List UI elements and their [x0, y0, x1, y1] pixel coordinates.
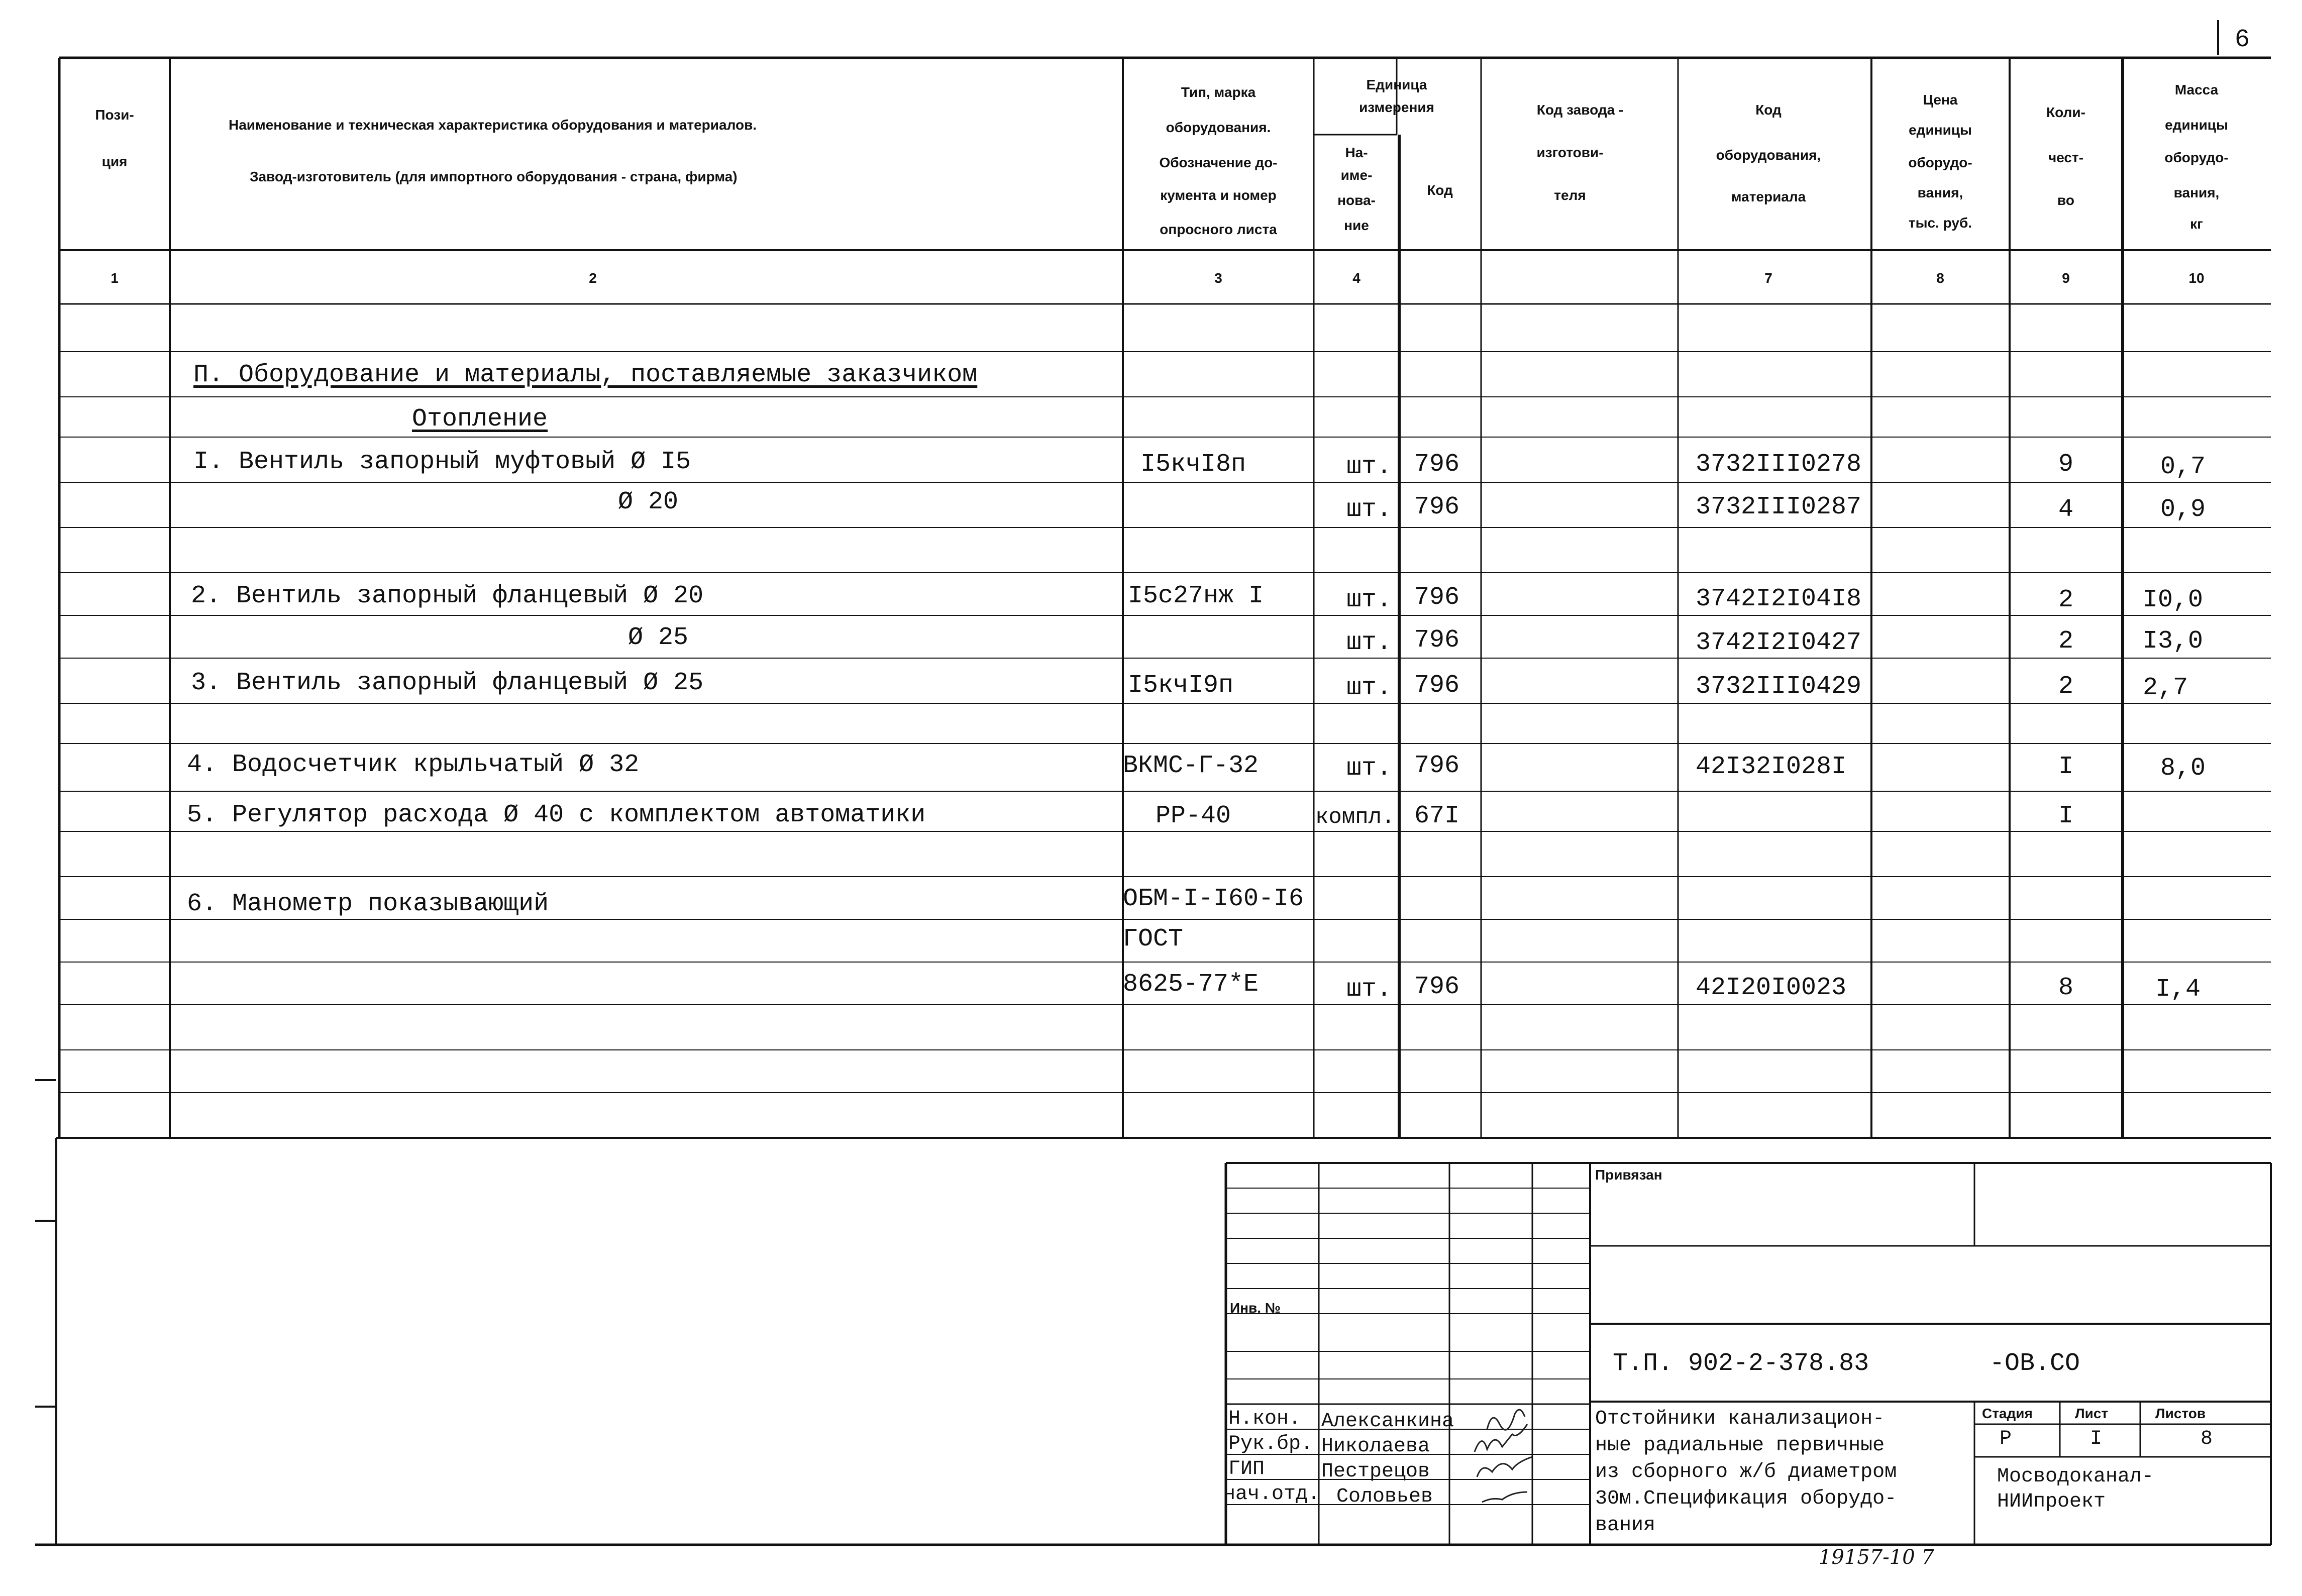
- stamp-role-1: Н.кон.: [1228, 1408, 1301, 1430]
- hdr-unit-2: измерения: [1359, 99, 1434, 115]
- row-1-code: 3732III0278: [1696, 450, 1862, 479]
- row-2-unit: шт.: [1346, 495, 1392, 524]
- row-1-mass: 0,7: [2160, 453, 2206, 481]
- hdr-type-1: Тип, марка: [1181, 84, 1256, 100]
- stamp-doc-suffix: -ОВ.СО: [1990, 1349, 2080, 1378]
- hdr-qty-3: во: [2057, 192, 2074, 208]
- hdr-factory-1: Код завода -: [1536, 102, 1624, 118]
- hdr-equip-1: Код: [1755, 102, 1782, 118]
- row-10-type: 8625-77*Е: [1123, 970, 1259, 999]
- stamp-role-4: нач.отд.: [1223, 1483, 1320, 1506]
- hdr-name-2: Завод-изготовитель (для импортного оборудования - страна, фирма): [250, 169, 738, 184]
- row-1-qty: 9: [2058, 450, 2074, 479]
- stamp-stage-label: Стадия: [1982, 1406, 2033, 1421]
- col-num-10: 10: [2188, 270, 2205, 286]
- row-4-unit: шт.: [1346, 628, 1392, 657]
- row-7-qty: I: [2058, 802, 2074, 830]
- stamp-role-2: Рук.бр.: [1228, 1433, 1313, 1455]
- row-4-qty: 2: [2058, 627, 2074, 656]
- hdr-unit-name-4: ние: [1344, 218, 1369, 233]
- row-5-type: I5кчI9п: [1128, 671, 1234, 700]
- row-4-ucode: 796: [1414, 626, 1460, 655]
- hdr-unit-name-3: нова-: [1337, 192, 1376, 208]
- row-7-name: 5. Регулятор расхода Ø 40 с комплектом автоматики: [187, 801, 926, 829]
- row-1-type: I5кчI8п: [1140, 450, 1246, 479]
- row-4-name: Ø 25: [628, 623, 689, 652]
- row-3-code: 3742I2I04I8: [1696, 585, 1862, 613]
- stamp-org-2: НИИпроект: [1997, 1491, 2106, 1513]
- row-10-qty: 8: [2058, 974, 2074, 1002]
- row-6-mass: 8,0: [2160, 754, 2206, 783]
- row-6-code: 42I32I028I: [1696, 753, 1847, 781]
- stamp-org-1: Мосводоканал-: [1997, 1465, 2154, 1488]
- hdr-price-2: единицы: [1909, 122, 1972, 138]
- row-10-mass: I,4: [2155, 975, 2201, 1004]
- section-title: П. Оборудование и материалы, поставляемые заказчиком: [193, 361, 978, 389]
- row-10-code: 42I20I0023: [1696, 974, 1847, 1002]
- hdr-type-3: Обозначение до-: [1159, 155, 1278, 170]
- stamp-name-1: Алексанкина: [1321, 1410, 1454, 1433]
- hdr-name-1: Наименование и техническая характеристика оборудования и материалов.: [229, 117, 757, 133]
- row-5-unit: шт.: [1346, 674, 1392, 702]
- row-6-qty: I: [2058, 753, 2074, 781]
- row-6-ucode: 796: [1414, 752, 1460, 780]
- row-6-name: 4. Водосчетчик крыльчатый Ø 32: [187, 751, 640, 779]
- stamp-title-1: Отстойники канализацион-: [1595, 1408, 1885, 1430]
- hdr-equip-2: оборудования,: [1716, 147, 1821, 163]
- col-num-1: 1: [111, 270, 119, 286]
- row-2-ucode: 796: [1414, 493, 1460, 521]
- hdr-position-1: Пози-: [95, 107, 134, 123]
- subsection-title: Отопление: [412, 405, 548, 434]
- row-3-ucode: 796: [1414, 583, 1460, 612]
- row-1-ucode: 796: [1414, 450, 1460, 479]
- hdr-type-4: кумента и номер: [1160, 187, 1277, 203]
- row-4-code: 3742I2I0427: [1696, 628, 1862, 657]
- stamp-sheets: 8: [2201, 1428, 2213, 1450]
- row-5-code: 3732III0429: [1696, 672, 1862, 701]
- row-7-ucode: 67I: [1414, 802, 1460, 830]
- hdr-mass-1: Масса: [2174, 82, 2219, 97]
- row-2-name: Ø 20: [618, 488, 679, 516]
- row-6-unit: шт.: [1346, 754, 1392, 783]
- row-2-code: 3732III0287: [1696, 493, 1862, 521]
- col-num-8: 8: [1936, 270, 1944, 286]
- stamp-title-5: вания: [1595, 1514, 1656, 1537]
- row-3-unit: шт.: [1346, 586, 1392, 614]
- hdr-unit-name-1: На-: [1345, 145, 1368, 160]
- row-3-type: I5с27нж I: [1128, 582, 1264, 610]
- row-8-name: 6. Манометр показывающий: [187, 890, 549, 918]
- hdr-price-5: тыс. руб.: [1908, 215, 1972, 231]
- row-3-name: 2. Вентиль запорный фланцевый Ø 20: [191, 582, 704, 610]
- hdr-equip-3: материала: [1731, 189, 1806, 204]
- hdr-type-2: оборудования.: [1166, 120, 1271, 135]
- stamp-sheet-label: Лист: [2075, 1406, 2109, 1421]
- hdr-unit-code: Код: [1427, 182, 1453, 198]
- row-5-qty: 2: [2058, 672, 2074, 701]
- row-4-mass: I3,0: [2143, 627, 2204, 656]
- stamp-doc-code: Т.П. 902-2-378.83: [1613, 1349, 1869, 1378]
- row-2-mass: 0,9: [2160, 495, 2206, 524]
- hdr-mass-2: единицы: [2165, 117, 2228, 133]
- col-num-9: 9: [2062, 270, 2070, 286]
- row-8-type: ОБМ-I-I60-I6: [1123, 885, 1304, 913]
- row-7-unit: компл.: [1315, 805, 1395, 830]
- row-1-unit: шт.: [1346, 453, 1392, 481]
- hdr-type-5: опросного листа: [1160, 222, 1277, 237]
- row-10-unit: шт.: [1346, 975, 1392, 1004]
- hdr-qty-1: Коли-: [2046, 104, 2085, 120]
- row-5-ucode: 796: [1414, 671, 1460, 700]
- hdr-factory-2: изготови-: [1536, 145, 1604, 160]
- hdr-mass-4: вания,: [2173, 185, 2220, 200]
- stamp-name-3: Пестрецов: [1321, 1460, 1430, 1483]
- hdr-price-3: оборудо-: [1908, 155, 1972, 170]
- stamp-stage: Р: [2000, 1428, 2012, 1450]
- col-num-2: 2: [589, 270, 597, 286]
- stamp-sheet: I: [2090, 1428, 2103, 1450]
- row-3-qty: 2: [2058, 586, 2074, 614]
- stamp-inv-label: Инв. №: [1230, 1300, 1281, 1316]
- stamp-title-4: 30м.Спецификация оборудо-: [1595, 1487, 1897, 1510]
- row-1-name: I. Вентиль запорный муфтовый Ø I5: [193, 448, 691, 476]
- stamp-title-3: из сборного ж/б диаметром: [1595, 1461, 1897, 1483]
- stamp-title-2: ные радиальные первичные: [1595, 1434, 1885, 1457]
- col-num-7: 7: [1764, 270, 1772, 286]
- col-num-4: 4: [1352, 270, 1361, 286]
- hdr-unit-name-2: име-: [1340, 167, 1373, 183]
- hdr-qty-2: чест-: [2048, 150, 2084, 165]
- row-2-qty: 4: [2058, 495, 2074, 524]
- stamp-name-4: Соловьев: [1336, 1485, 1433, 1508]
- row-9-type: ГОСТ: [1123, 925, 1184, 953]
- archive-number: 19157-10 7: [1819, 1546, 1934, 1569]
- row-3-mass: I0,0: [2143, 586, 2204, 614]
- hdr-position-2: ция: [101, 154, 128, 169]
- hdr-price-4: вания,: [1917, 185, 1963, 200]
- stamp-bound-label: Привязан: [1595, 1167, 1662, 1183]
- hdr-factory-3: теля: [1554, 187, 1586, 203]
- hdr-mass-5: кг: [2190, 216, 2203, 232]
- row-7-type: РР-40: [1156, 802, 1231, 830]
- hdr-unit-1: Единица: [1366, 77, 1427, 92]
- col-num-3: 3: [1214, 270, 1222, 286]
- row-10-ucode: 796: [1414, 973, 1460, 1001]
- hdr-mass-3: оборудо-: [2164, 150, 2229, 165]
- stamp-name-2: Николаева: [1321, 1435, 1430, 1458]
- stamp-sheets-label: Листов: [2155, 1406, 2206, 1421]
- row-5-name: 3. Вентиль запорный фланцевый Ø 25: [191, 669, 704, 697]
- row-6-type: ВКМС-Г-32: [1123, 752, 1259, 780]
- sheet-mark: 6: [2235, 26, 2250, 54]
- hdr-price-1: Цена: [1923, 92, 1958, 108]
- row-5-mass: 2,7: [2143, 674, 2188, 702]
- stamp-role-3: ГИП: [1228, 1458, 1265, 1480]
